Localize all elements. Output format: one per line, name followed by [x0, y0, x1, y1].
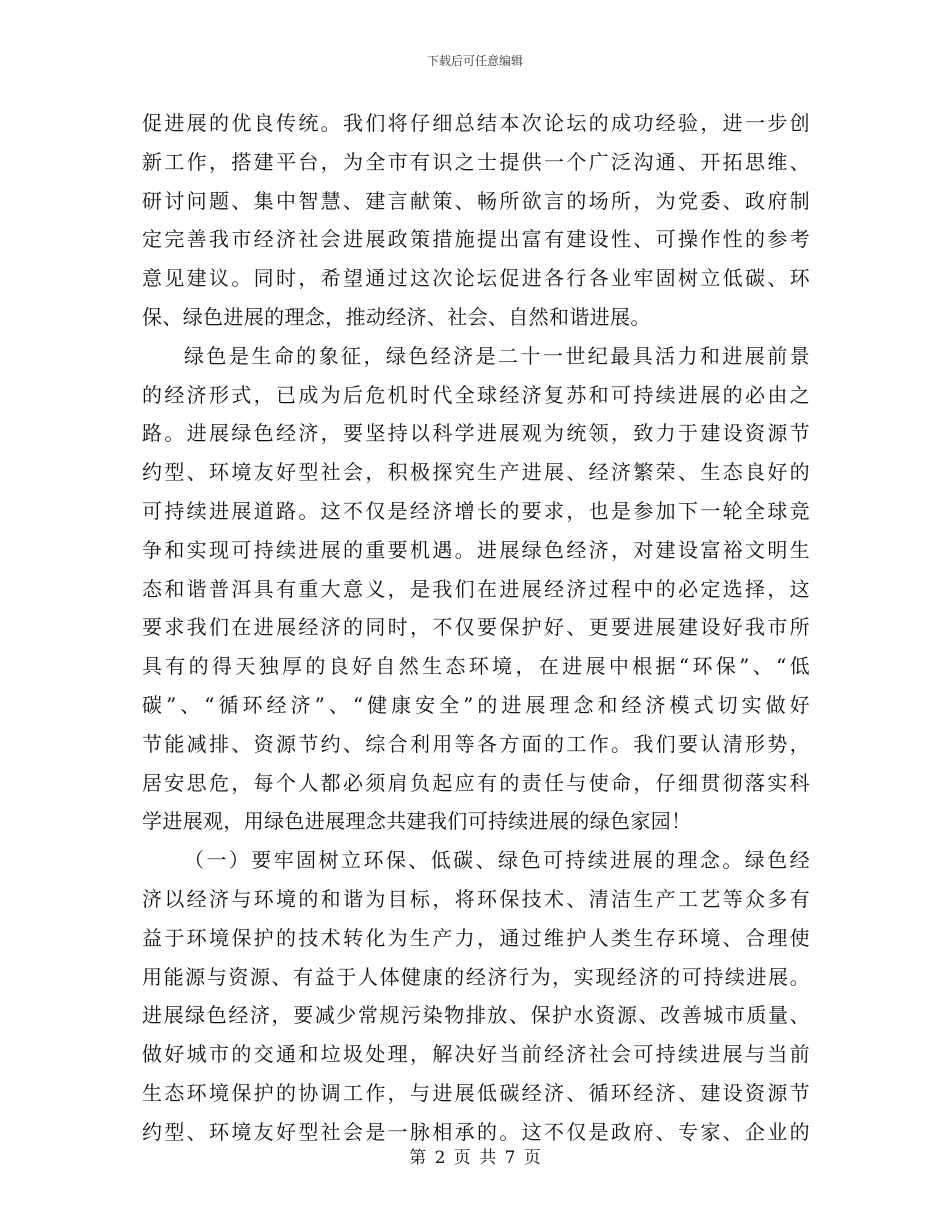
- text-line: 促进展的优良传统。我们将仔细总结本次论坛的成功经验，进一步创: [142, 111, 810, 135]
- text-line: 约型、环境友好型社会，积极探究生产进展、经济繁荣、生态良好的: [142, 460, 810, 485]
- text-line: 济以经济与环境的和谐为目标，将环保技术、清洁生产工艺等众多有: [142, 886, 810, 911]
- paragraph-3: [142, 841, 810, 1151]
- page-number: 第 2 页 共 7 页: [409, 1148, 541, 1168]
- text-line: 具有的得天独厚的良好自然生态环境，在进展中根据“环保”、“低: [142, 654, 810, 679]
- text-line: 保、绿色进展的理念，推动经济、社会、自然和谐进展。: [142, 304, 651, 329]
- text-line: 定完善我市经济社会进展政策措施提出富有建设性、可操作性的参考: [142, 227, 810, 252]
- paragraph-1: [142, 104, 810, 337]
- text-line: 路。进展绿色经济，要坚持以科学进展观为统领，致力于建设资源节: [142, 421, 810, 446]
- text-line: 争和实现可持续进展的重要机遇。进展绿色经济，对建设富裕文明生: [142, 537, 810, 562]
- text-line: 研讨问题、集中智慧、建言献策、畅所欲言的场所，为党委、政府制: [142, 188, 810, 213]
- text-line: 的经济形式，已成为后危机时代全球经济复苏和可持续进展的必由之: [142, 382, 810, 407]
- text-line: 学进展观，用绿色进展理念共建我们可持续进展的绿色家园！: [142, 809, 692, 834]
- text-line: 绿色是生命的象征，绿色经济是二十一世纪最具活力和进展前景: [184, 343, 810, 368]
- text-line: 要求我们在进展经济的同时，不仅要保护好、更要进展建设好我市所: [142, 615, 810, 640]
- text-line: 态和谐普洱具有重大意义，是我们在进展经济过程中的必定选择，这: [142, 576, 810, 601]
- text-line: 用能源与资源、有益于人体健康的经济行为，实现经济的可持续进展。: [142, 964, 810, 989]
- text-line: 碳”、“循环经济”、“健康安全”的进展理念和经济模式切实做好: [142, 692, 810, 717]
- text-line: （一）要牢固树立环保、低碳、绿色可持续进展的理念。绿色经: [184, 848, 810, 873]
- text-line: 居安思危，每个人都必须肩负起应有的责任与使命，仔细贯彻落实科: [142, 770, 810, 795]
- text-line: 生态环境保护的协调工作，与进展低碳经济、循环经济、建设资源节: [142, 1080, 810, 1105]
- document-body: [142, 104, 810, 1152]
- page-footer: [0, 1147, 950, 1169]
- text-line: 约型、环境友好型社会是一脉相承的。这不仅是政府、专家、企业的: [142, 1119, 810, 1144]
- text-line: 节能减排、资源节约、综合利用等各方面的工作。我们要认清形势，: [142, 731, 810, 756]
- paragraph-2: [142, 337, 810, 841]
- text-line: 意见建议。同时，希望通过这次论坛促进各行各业牢固树立低碳、环: [142, 266, 810, 291]
- text-line: 做好城市的交通和垃圾处理，解决好当前经济社会可持续进展与当前: [142, 1042, 810, 1067]
- text-line: 进展绿色经济，要减少常规污染物排放、保护水资源、改善城市质量、: [142, 1003, 810, 1028]
- page-header: [0, 53, 950, 69]
- text-line: 可持续进展道路。这不仅是经济增长的要求，也是参加下一轮全球竞: [142, 498, 810, 523]
- text-line: 新工作，搭建平台，为全市有识之士提供一个广泛沟通、开拓思维、: [142, 149, 810, 174]
- text-line: 益于环境保护的技术转化为生产力，通过维护人类生存环境、合理使: [142, 925, 810, 950]
- header-text: 下载后可任意编辑: [426, 54, 523, 68]
